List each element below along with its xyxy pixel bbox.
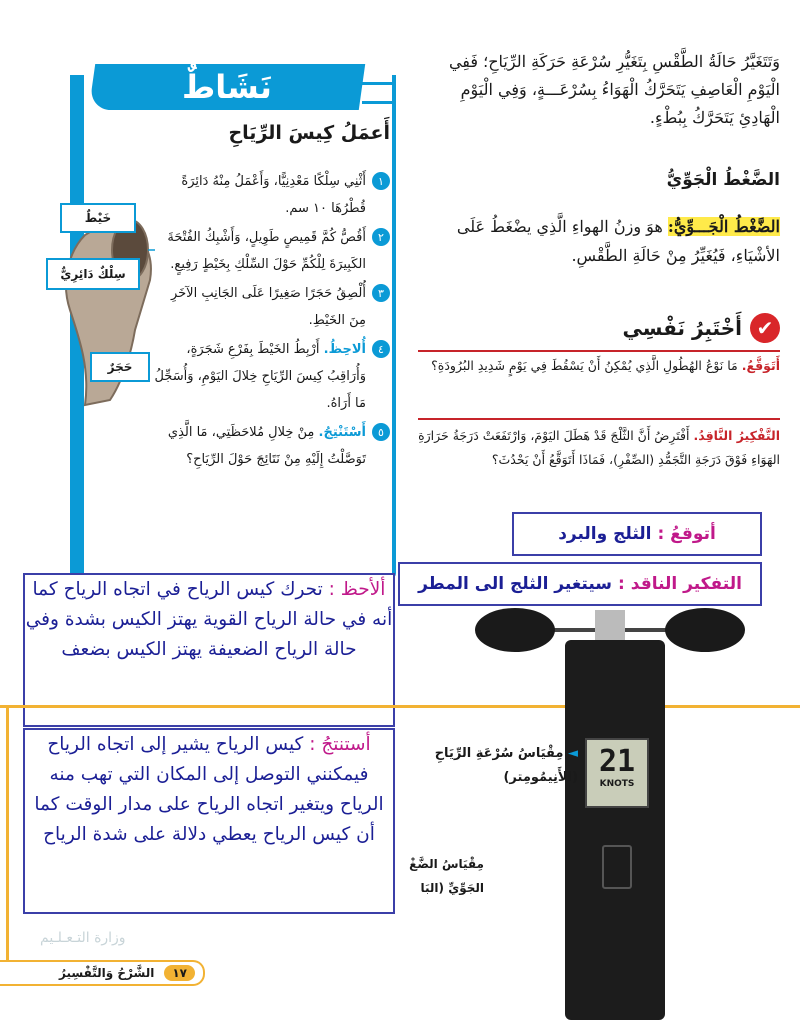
caption-line: (الأَنِيمُومِتر) [503,770,578,785]
anemometer-screen [585,738,649,808]
anemometer-device [565,640,665,1020]
step-label: أَسْتَنْتِجُ. [318,425,366,440]
question-predict [418,354,780,378]
question-text: أَفْتَرِضُ أَنَّ الثَّلْجَ قَدْ هَطَلَ اليَوْمَ، وَارْتَفَعَتْ دَرَجَةُ حَرَارَةِ الهَوَاءِ فَوْقَ دَرَجَةِ التَّجَمُّدِ (الصِّفْرِ)، فَمَاذَا أَتَوَقَّعُ أَنْ يَحْدُثَ؟ [418,428,780,467]
divider [418,418,780,420]
divider [418,350,780,352]
page-number: ١٧ [164,965,195,981]
pressure-definition [420,212,780,270]
answer-box-predict [512,512,762,556]
step-text: مِنْ خِلالِ مُلاحَظَتِي، مَا الَّذِي تَوَصَّلْتُ إِلَيْهِ مِنْ نَتَائِجَ حَوْلَ الرِّيَاحِ؟ [167,425,366,467]
note-label: ألأحظ : [328,579,386,600]
step-text: أَرْبِطُ الخَيْطَ بِفَرْعِ شَجَرَةٍ، وَأُرَاقِبُ كِيسَ الرِّيَاحِ خِلالَ اليَوْمِ، وَأُسَجِّلُ مَا أَرَاهُ. [154,342,366,411]
band-border [6,705,9,960]
note-label: أستنتجُ : [309,734,371,755]
list-item [150,168,390,222]
section-heading: الضَّغْطُ الْجَوِّيُّ [666,170,780,190]
answer-text: سيتغير الثلج الى المطر [418,574,613,594]
note-conclude [23,728,395,914]
step-number: ٢ [372,228,390,246]
note-text: كيس الرياح يشير إلى اتجاه الرياح فيمكنني التوصل إلى المكان التي تهب منه الرياح ويتغير اتجاه الرياح على مدار الوقت كما أن كيس الرياح يعطي دلالة على شدة الرياح [34,734,384,845]
activity-header-label: نَشَاطٌ [182,68,272,106]
self-check-heading [560,310,780,346]
answer-label: أتوقعُ : [657,524,716,544]
list-item [150,336,390,417]
activity-title: أَعمَلُ كِيسَ الرِّيَاحِ [228,122,390,144]
list-item [150,224,390,278]
speed-readout: 21 [598,744,636,779]
question-critical-thinking [418,424,780,472]
pressure-text: هوَ وزنُ الهواءِ الَّذِي يضْغَطُ عَلَى الأشْيَاءِ، فَيُغَيِّرُ مِنْ حَالَةِ الطَّقْسِ. [456,217,780,265]
caption-line: مِقْيَاسُ الضَّغْ [409,857,484,871]
answer-text: الثلج والبرد [558,524,652,544]
note-text: تحرك كيس الرياح في اتجاه الرياح كما أنه في حالة الرياح القوية يهتز الكيس بشدة وفي حالة الرياح الضعيفة يهتز الكيس بضعف [25,579,393,660]
question-text: مَا نَوْعُ الهُطُولِ الَّذِي يُمْكِنُ أَنْ يَسْقُطَ فِي يَوْمٍ شَدِيدِ البُرُودَةِ؟ [431,358,742,373]
self-check-title: أَخْتَبِرُ نَفْسِي [622,316,742,340]
question-label: أَتَوَقَّعُ. [741,358,780,373]
speed-unit: KNOTS [599,779,635,789]
step-text: أُلْصِقُ حَجَرًا صَغِيرًا عَلَى الجَانِبِ الآخَرِ مِنَ الخَيْطِ. [170,286,366,328]
page-footer [0,960,205,986]
answer-label: التفكير الناقد : [618,574,742,594]
checkmark-icon: ✔ [750,313,780,343]
device-switch [602,845,632,889]
list-item [150,280,390,334]
caption-anemometer [408,742,578,790]
footer-label: الشَّرْحُ وَالتَّفْسِيرُ [59,966,155,980]
label-ring: سِلْكٌ دَائِرِيٌّ [46,258,140,290]
caption-line: مِقْيَاسُ سُرْعَةِ الرِّيَاحِ [434,746,564,761]
activity-steps [150,168,390,475]
intro-paragraph: وَتَتَغَيَّرُ حَالَةُ الطَّقْسِ بِتَغَيُّرِ سُرْعَةِ حَرَكَةِ الرِّيَاحِ؛ فَفِي الْيَوْمِ الْعَاصِفِ يَتَحَرَّكُ الْهَوَاءُ بِسُرْعَـــةٍ، وَفِي الْيَوْمِ الْهَادِئِ يَتَحَرَّكُ بِبُطْءٍ. [448,52,780,127]
caption-barometer [404,852,484,900]
step-text: أَثْنِي سِلْكًا مَعْدِنِيًّا، وَأَعْمَلُ مِنْهُ دَائِرَةً قُطْرُهَا ١٠ سم. [181,174,366,216]
pointer-icon: ◄ [568,746,578,761]
note-observe [23,573,395,727]
step-text: أَقُصُّ كُمَّ قَمِيصٍ طَوِيلٍ، وَأَشْبِكُ الفُتْحَةَ الكَبِيرَةَ لِلْكُمِّ حَوْلَ السِّلْكِ بِخَيْطٍ رَفِيعٍ. [167,230,366,272]
watermark: وزارة التـعـلـيم [40,930,126,946]
step-label: أُلاحِظُ. [323,342,366,357]
caption-line: الجَوِّيِّ (البَا [420,881,484,895]
header-decoration [362,82,392,104]
question-label: التَّفْكِيرُ النَّاقِدُ. [693,428,780,443]
pressure-term: الضَّغْطُ الْجَـــوِّيُّ: [667,217,780,236]
activity-header [89,64,365,110]
band-border [0,705,800,708]
step-number: ٤ [372,340,390,358]
list-item [150,419,390,473]
label-stone: حَجَرٌ [90,352,150,382]
step-number: ٣ [372,284,390,302]
step-number: ١ [372,172,390,190]
step-number: ٥ [372,423,390,441]
label-thread: خَيْطٌ [60,203,136,233]
